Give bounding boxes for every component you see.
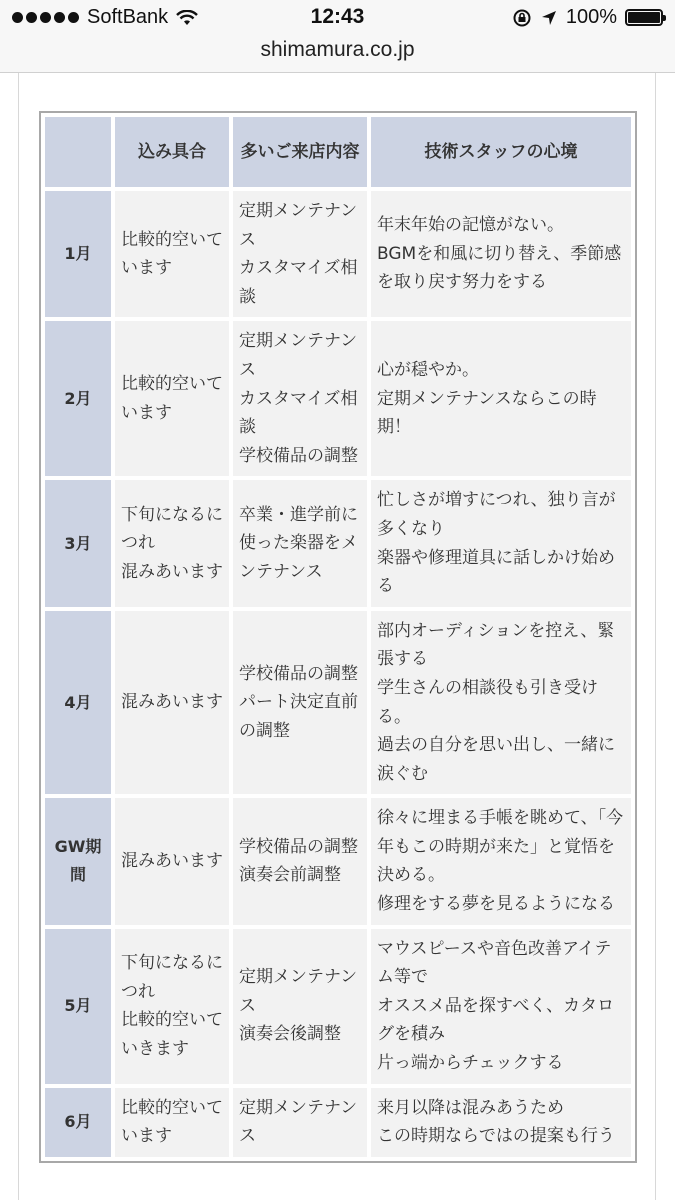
status-bar [0,0,675,36]
table-row [45,1088,631,1157]
busy-cell: 比較的空いています [115,1088,229,1157]
schedule-table [39,111,637,1163]
visits-cell-line: 定期メンテナンス [239,1097,358,1147]
busy-cell: 比較的空いています [115,191,229,317]
visits-cell-line: 定期メンテナンス [239,967,358,1016]
visits-cell [233,611,367,795]
mood-cell-line: 修理をする夢を見るようになる [377,894,615,915]
mood-cell [371,480,631,606]
table-row [45,929,631,1084]
table-header-row [45,117,631,187]
rotation-lock-icon [512,8,532,28]
busy-cell-line: 下旬になるにつれ [121,504,223,554]
battery-icon [625,9,663,26]
mood-cell-line: マウスピースや音色改善アイテム等で [377,938,612,988]
month-cell: GW期間 [45,798,111,924]
visits-cell-line: パート決定直前の調整 [239,692,358,741]
header-mood: 技術スタッフの心境 [371,117,631,187]
header-month [45,117,111,187]
table-row [45,321,631,476]
table-row [45,798,631,924]
header-busy: 込み具合 [115,117,229,187]
address-bar[interactable]: shimamura.co.jp [0,36,675,73]
busy-cell: 混みあいます [115,798,229,924]
mood-cell-line: 忙しさが増すにつれ、独り言が多くなり [377,490,616,539]
visits-cell-line: 定期メンテナンス [239,201,358,250]
visits-cell-line: カスタマイズ相談 [239,388,358,438]
mood-cell [371,321,631,476]
visits-cell-line: 定期メンテナンス [239,331,358,380]
mood-cell [371,191,631,317]
visits-cell-line: 使った楽器をメンテナンス [239,533,358,582]
table-row [45,611,631,795]
busy-cell-line: 混みあいます [121,561,223,582]
month-cell: 3月 [45,480,111,606]
visits-cell [233,321,367,476]
mood-cell-line: オススメ品を探すべく、カタログを積み [377,995,615,1045]
busy-cell [115,929,229,1084]
mood-cell-line: 過去の自分を思い出し、一緒に涙ぐむ [377,735,615,784]
mood-cell-line: この時期ならではの提案も行う [377,1126,615,1147]
visits-cell-line: カスタマイズ相談 [239,258,358,307]
month-cell: 1月 [45,191,111,317]
mood-cell-line: 心が穏やか。 [377,359,479,380]
visits-cell [233,929,367,1084]
busy-cell-line: 比較的空いていきます [121,1010,223,1059]
location-icon [540,9,558,27]
mood-cell [371,611,631,795]
carrier-label: SoftBank [87,6,169,28]
month-cell: 4月 [45,611,111,795]
table-row [45,480,631,606]
month-cell: 2月 [45,321,111,476]
clock: 12:43 [310,5,365,28]
mood-cell-line: 部内オーディションを控え、緊張する [377,620,615,670]
mood-cell-line: 学生さんの相談役も引き受ける。 [377,677,598,727]
visits-cell [233,798,367,924]
visits-cell [233,191,367,317]
busy-cell [115,480,229,606]
page-content [18,73,656,1200]
mood-cell-line: 定期メンテナンスならこの時期！ [377,388,597,438]
visits-cell-line: 卒業・進学前に [239,504,358,525]
month-cell: 6月 [45,1088,111,1157]
mood-cell-line: 片っ端からチェックする [377,1053,564,1074]
mood-cell-line: 年末年始の記憶がない。 [377,215,564,236]
table-row [45,191,631,317]
battery-label: 100% [565,6,617,28]
visits-cell-line: 演奏会後調整 [239,1024,341,1045]
visits-cell [233,1088,367,1157]
visits-cell-line: 演奏会前調整 [239,865,341,886]
busy-cell: 比較的空いています [115,321,229,476]
mood-cell-line: 来月以降は混みあうため [377,1097,564,1118]
mood-cell [371,929,631,1084]
busy-cell-line: 下旬になるにつれ [121,952,223,1002]
busy-cell: 混みあいます [115,611,229,795]
mood-cell [371,798,631,924]
visits-cell-line: 学校備品の調整 [239,445,358,466]
mood-cell-line: 徐々に埋まる手帳を眺めて、「今年もこの時期が来た」と覚悟を決める。 [377,808,624,886]
month-cell: 5月 [45,929,111,1084]
visits-cell [233,480,367,606]
visits-cell-line: 学校備品の調整 [239,836,358,857]
mood-cell-line: BGMを和風に切り替え、季節感を取り戻す努力をする [377,243,622,293]
visits-cell-line: 学校備品の調整 [239,663,358,684]
mood-cell-line: 楽器や修理道具に話しかけ始める [377,547,615,597]
mood-cell [371,1088,631,1157]
header-visits: 多いご来店内容 [233,117,367,187]
status-right [512,6,663,29]
